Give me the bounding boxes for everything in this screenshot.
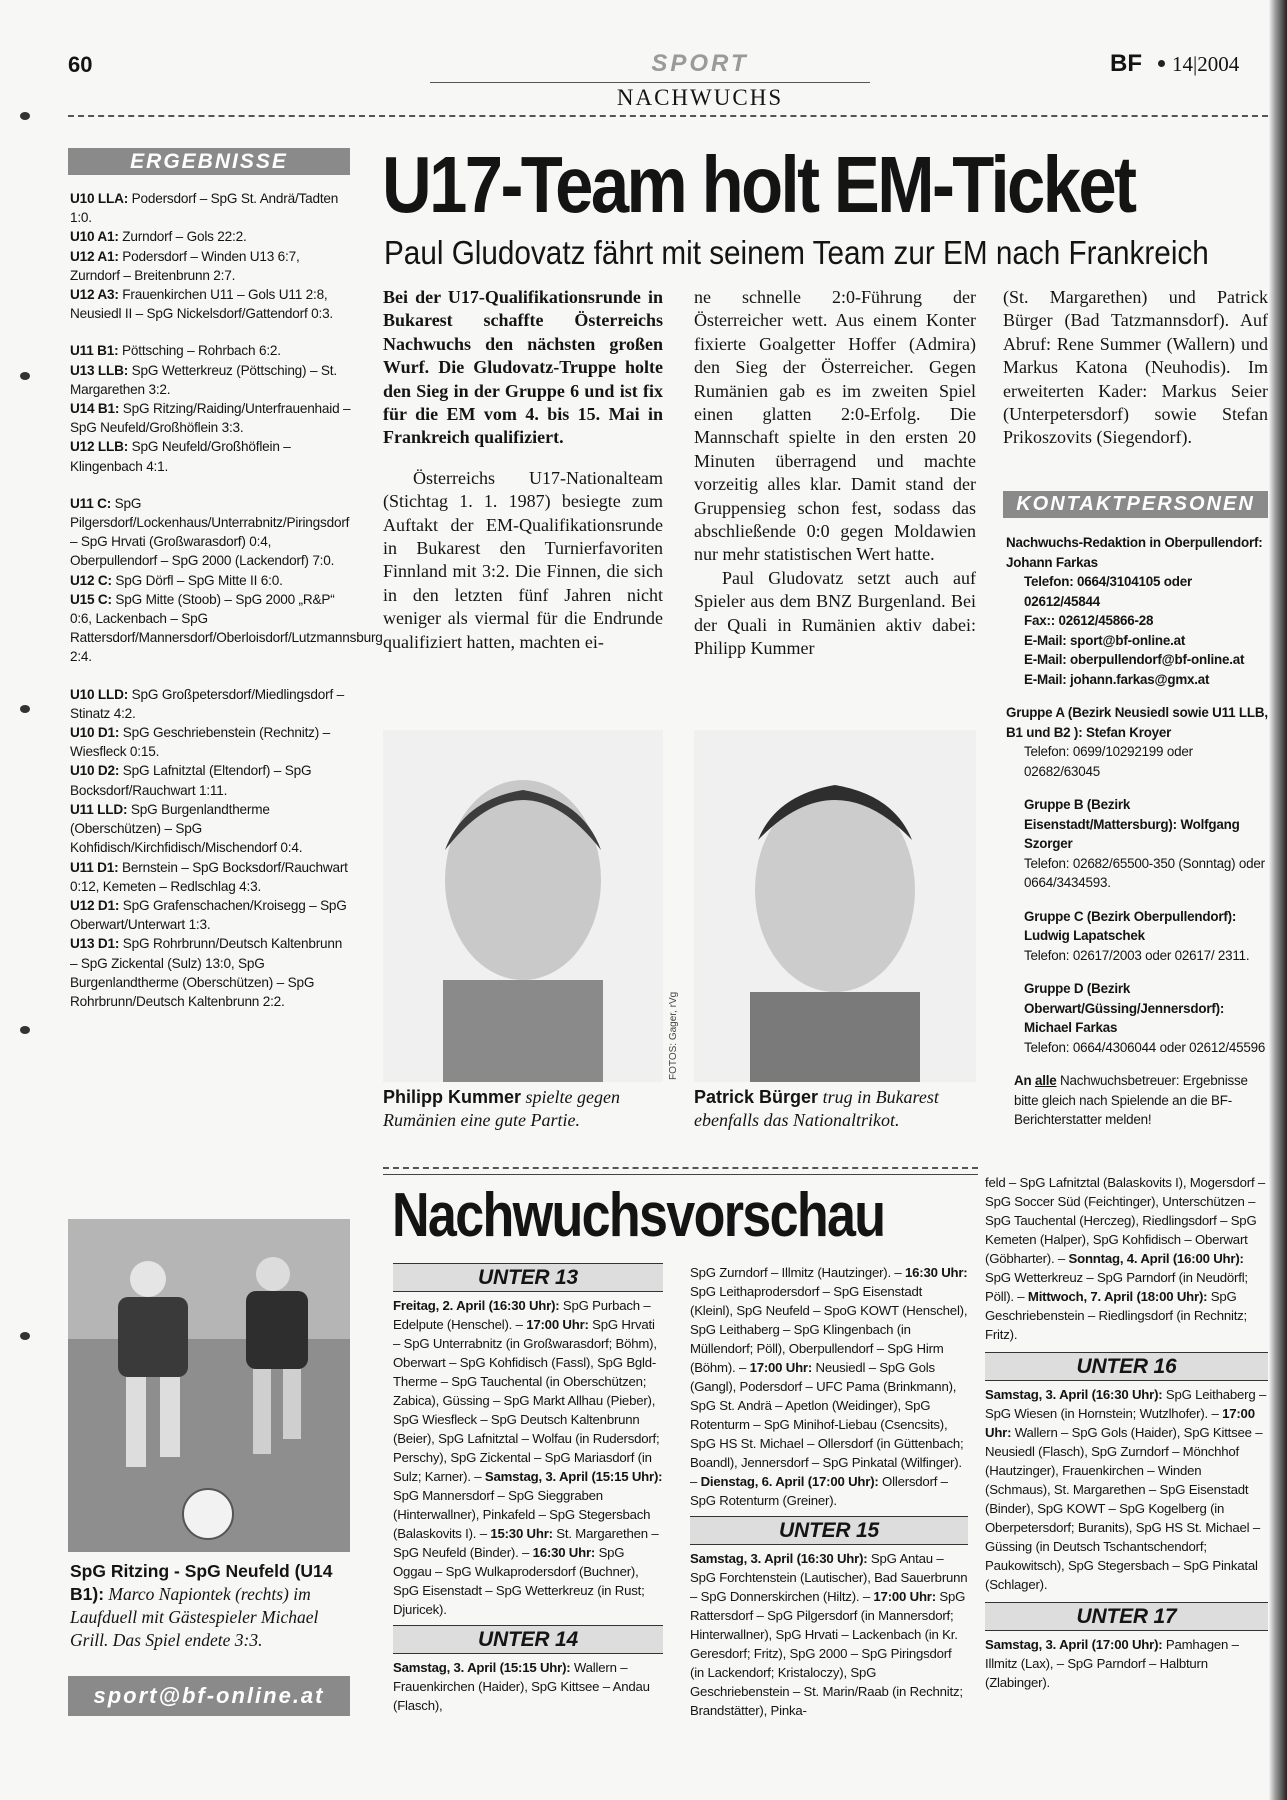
result-entry: [70, 685, 352, 723]
u13-schedule-continued: [690, 1263, 968, 1510]
contact-gruppe-b-phone: Telefon: 02682/65500-350 (Sonntag) oder 0664/3434593.: [1024, 855, 1265, 890]
u15-schedule-continued: [985, 1173, 1268, 1344]
contact-email-3[interactable]: E-Mail: johann.farkas@gmx.at: [1024, 671, 1210, 687]
article-column-2: [694, 286, 976, 661]
header-divider: [68, 115, 1268, 117]
result-score: Pöttsching – Rohrbach 6:2.: [118, 343, 281, 359]
result-score: SpG Dörfl – SpG Mitte II 6:0.: [111, 572, 283, 588]
schedule-matches: SpG Antau – SpG Forchtenstein (Lautischer), Bad Sauerbrunn – SpG Donnerskirchen (Hiltz). –: [690, 1551, 968, 1604]
preview-column-2: [690, 1263, 968, 1720]
contact-redaktion-phone: Telefon: 0664/3104105 oder 02612/45844: [1024, 574, 1192, 609]
result-score: Bernstein – SpG Bocksdorf/Rauchwart 0:12, Kemeten – Redlschlag 4:3.: [70, 859, 348, 894]
schedule-matches: SpG Rattersdorf – SpG Pilgersdorf (in Mannersdorf; Hinterwallner), SpG Hrvati – Lackenbach (in Kr. Geresdorf; Fritz), SpG 2000 – SpG Piringsdorf (in Lackendorf; Kristaloczy), SpG Geschriebenstein – St. Marin/Raab (in Rechnitz; Brandstätter), Pinka-: [690, 1589, 966, 1718]
result-score: SpG Großpetersdorf/Miedlingsdorf – Stinatz 4:2.: [70, 686, 344, 721]
contact-redaktion: Nachwuchs-Redaktion in Oberpullendorf: Johann Farkas: [1006, 535, 1263, 570]
result-entry: [70, 590, 383, 667]
photo-credit: FOTOS: Gager, rVg: [668, 991, 679, 1080]
email-bar[interactable]: sport@bf-online.at: [68, 1676, 350, 1716]
schedule-matches: feld – SpG Lafnitztal (Balaskovits I), Mogersdorf – SpG Soccer Süd (Feichtinger), Unterschützen – SpG Tauchental (Herczeg), Riedlingsdorf – SpG Kemeten (Halper), SpG Kohfidisch – Oberwart (Göbharter). –: [985, 1175, 1266, 1266]
article-lead: Bei der U17-Qualifikationsrunde in Bukarest schaffte Österreichs Nachwuchs den nächsten großen Wurf. Die Gludovatz-Truppe holte den Sieg in der Gruppe 6 und ist fix für die EM vom 4. bis 15. Mai in Frankreich qualifiziert.: [383, 287, 663, 448]
result-score: SpG Mitte (Stoob) – SpG 2000 „R&P“ 0:6, Lackenbach – SpG Rattersdorf/Mannersdorf/Oberloisdorf/Lutzmannsburg 2:4.: [70, 591, 383, 665]
schedule-date: Samstag, 3. April (15:15 Uhr):: [484, 1469, 663, 1484]
schedule-matches: Neusiedl – SpG Gols (Gangl), Podersdorf – UFC Pama (Brinkmann), SpG St. Andrä – Apetlon (Weidinger), SpG Rotenturm – SpG Minihof-Liebau (Csencsits), SpG HS St. Michael – Ollersdorf (in Güttenbach; Boandl), Jennersdorf – SpG Pinkatal (Wilfinger). –: [690, 1360, 964, 1489]
philipp-kummer-photo: [383, 730, 663, 1082]
schedule-date: Sonntag, 4. April (16:00 Uhr):: [1068, 1251, 1244, 1266]
article-body-1: Österreichs U17-Nationalteam (Stichtag 1. 1. 1987) besiegte zum Auftakt der EM-Qualifikationsrunde in Bukarest den Turnierfavoriten Finnland mit 3:2. Die Finnen, die sich in den letzten fünf Jahren nicht weniger als viermal für die Endrunde qualifiziert hatten, machten ei-: [383, 467, 663, 652]
portrait-illustration: [694, 730, 976, 1082]
contact-gruppe-d: Gruppe D (Bezirk Oberwart/Güssing/Jennersdorf): Michael Farkas: [1024, 981, 1225, 1035]
schedule-matches: SpG Oggau – SpG Wulkaprodersdorf (Buchner), SpG Eisenstadt – SpG Wetterkreuz (in Rust; Djuricek).: [393, 1545, 645, 1617]
schedule-matches: SpG Wetterkreuz – SpG Parndorf (in Neudörfl; Pöll). –: [985, 1270, 1248, 1304]
result-score: Frauenkirchen U11 – Gols U11 2:8, Neusiedl II – SpG Nickelsdorf/Gattendorf 0:3.: [70, 287, 334, 322]
result-score: SpG Lafnitztal (Eltendorf) – SpG Bocksdorf/Rauchwart 1:11.: [70, 763, 312, 798]
schedule-date: Samstag, 3. April (16:30 Uhr):: [985, 1387, 1163, 1402]
result-league: U14 B1:: [70, 401, 120, 417]
preview-divider: [383, 1167, 978, 1169]
contact-email-2[interactable]: E-Mail: oberpullendorf@bf-online.at: [1024, 652, 1245, 667]
u16-heading: UNTER 16: [985, 1352, 1268, 1381]
result-score: SpG Wetterkreuz (Pöttsching) – St. Margarethen 3:2.: [70, 362, 337, 397]
photo-caption-1-name: Philipp Kummer: [383, 1087, 522, 1107]
result-league: U11 C:: [70, 495, 112, 511]
schedule-matches: SpG Hrvati – SpG Unterrabnitz (in Großwarasdorf; Böhm), Oberwart – SpG Kohfidisch (Fassl), SpG Bgld-Therme – SpG Tauchental (in Oberschützen; Zabica), Güssing – SpG Markt Allhau (Pieber), SpG Wiesfleck – SpG Deutsch Kaltenbrunn (Beier), SpG Lafnitztal – Wolfau (in Rudersdorf; Perschy), SpG Zickental – SpG Mariasdorf (in Sulz; Karner). –: [393, 1317, 660, 1484]
result-entry: [70, 896, 352, 934]
left-photo-caption-text: Marco Napiontek (rechts) im Laufduell mit Gästespieler Michael Grill. Das Spiel endete 3:3.: [70, 1584, 319, 1650]
u13-heading: UNTER 13: [393, 1263, 663, 1292]
portrait-illustration: [383, 730, 663, 1082]
article-body-2: ne schnelle 2:0-Führung der Österreicher wett. Aus einem Konter fixierte Goalgetter Hoffer (Admira) den Sieg der Österreicher. Gegen Rumänien gab es im zweiten Spiel einen glatten 2:0-Erfolg. Die Mannschaft spielte in den ersten 20 Minuten überragend und machte vorzeitig alles klar. Damit stand der Gruppensieg schon fest, sodass das abschließende 0:0 gegen Moldawien nur mehr statistischen Wert hatte.: [694, 287, 976, 565]
u14-heading: UNTER 14: [393, 1625, 663, 1654]
result-entry: [70, 437, 352, 475]
schedule-date: Dienstag, 6. April (17:00 Uhr):: [700, 1474, 879, 1489]
result-score: Zurndorf – Gols 22:2.: [118, 229, 247, 245]
result-league: U11 D1:: [70, 859, 119, 875]
result-score: SpG Ritzing/Raiding/Unterfrauenhaid – SpG Neufeld/Großhöflein 3:3.: [70, 401, 351, 436]
result-league: U10 LLD:: [70, 686, 129, 702]
result-entry: [70, 723, 352, 761]
margin-mark: [20, 705, 30, 713]
article-body-4: (St. Margarethen) und Patrick Bürger (Bad Tatzmannsdorf). Auf Abruf: Rene Summer (Wallern) und Markus Katona (Neuhodis). Im erweiterten Kader: Markus Seier (Unterpetersdorf) sowie Stefan Prikoszovits (Siegendorf).: [1003, 287, 1268, 448]
margin-mark: [20, 372, 30, 380]
article-column-3: [1003, 286, 1268, 450]
result-entry: [70, 361, 352, 399]
schedule-date: Samstag, 3. April (15:15 Uhr):: [393, 1660, 571, 1675]
magazine-logo: BF: [1110, 50, 1142, 77]
schedule-matches: Ollersdorf – SpG Rotenturm (Greiner).: [690, 1474, 948, 1508]
schedule-date: Mittwoch, 7. April (18:00 Uhr):: [1027, 1289, 1208, 1304]
result-league: U10 D2:: [70, 763, 120, 779]
article-column-1: [383, 286, 663, 654]
margin-mark: [20, 1026, 30, 1034]
result-league: U12 LLB:: [70, 439, 129, 455]
schedule-matches: Wallern – Frauenkirchen (Haider), SpG Kittsee – Andau (Flasch),: [393, 1660, 650, 1713]
result-league: U10 A1:: [70, 229, 119, 245]
result-entry: [70, 341, 352, 360]
result-league: U12 C:: [70, 572, 112, 588]
bullet-separator: [1158, 60, 1165, 67]
schedule-matches: SpG Purbach – Edelpute (Henschel). –: [393, 1298, 651, 1332]
contact-redaktion-fax: Fax:: 02612/45866-28: [1024, 613, 1154, 628]
youth-match-photo: [68, 1219, 350, 1552]
article-body-3: Paul Gludovatz setzt auch auf Spieler aus dem BNZ Burgenland. Bei der Quali in Rumänien aktiv dabei: Philipp Kummer: [694, 567, 976, 659]
schedule-date: 16:30 Uhr:: [905, 1265, 968, 1280]
contact-gruppe-a-phone: Telefon: 0699/10292199 oder 02682/63045: [1024, 744, 1193, 779]
result-entry: [70, 399, 352, 437]
schedule-matches: SpG Leithaberg – SpG Wiesen (in Hornstein; Wutzlhofer). –: [985, 1387, 1267, 1421]
left-photo-caption: [70, 1560, 352, 1652]
photo-caption-2-name: Patrick Bürger: [694, 1087, 819, 1107]
result-score: SpG Neufeld/Großhöflein – Klingenbach 4:1.: [70, 439, 291, 474]
contact-note: An alle Nachwuchsbetreuer: Ergebnisse bitte gleich nach Spielende an die BF-Berichterstatter melden!: [1014, 1073, 1248, 1127]
results-list: [70, 189, 383, 1011]
schedule-date: Freitag, 2. April (16:30 Uhr):: [393, 1298, 560, 1313]
photo-caption-1-text: spielte gegen Rumänien eine gute Partie.: [383, 1087, 620, 1130]
schedule-date: 17:00 Uhr:: [526, 1317, 589, 1332]
section-label: SPORT: [651, 50, 749, 77]
header-rule: [430, 82, 870, 83]
result-score: SpG Grafenschachen/Kroisegg – SpG Oberwart/Unterwart 1:3.: [70, 897, 347, 933]
result-score: SpG Rohrbrunn/Deutsch Kaltenbrunn – SpG Zickental (Sulz) 13:0, SpG Burgenlandtherme (Oberschützen) – SpG Rohrbrunn/Deutsch Kaltenbrunn 2:2.: [70, 936, 343, 1009]
schedule-matches: SpG Geschriebenstein – Riedlingsdorf (in Rechnitz; Fritz).: [985, 1289, 1248, 1342]
preview-heading: Nachwuchsvorschau: [392, 1181, 885, 1250]
result-score: SpG Burgenlandtherme (Oberschützen) – SpG Kohfidisch/Kirchfidisch/Mischendorf 0:4.: [70, 801, 303, 856]
schedule-date: 17:00 Uhr:: [873, 1589, 936, 1604]
left-photo-caption-title: SpG Ritzing - SpG Neufeld (U14 B1):: [70, 1561, 333, 1604]
u15-schedule: [690, 1549, 968, 1720]
result-league: U10 LLA:: [70, 191, 129, 206]
result-score: SpG Geschriebenstein (Rechnitz) – Wiesfleck 0:15.: [70, 725, 331, 760]
result-league: U13 D1:: [70, 936, 120, 952]
schedule-date: Samstag, 3. April (16:30 Uhr):: [690, 1551, 868, 1566]
result-score: SpG Pilgersdorf/Lockenhaus/Unterrabnitz/Piringsdorf – SpG Hrvati (Großwarasdorf) 0:4, Oberpullendorf – SpG 2000 (Lackendorf) 7:0.: [70, 495, 350, 569]
u16-schedule: [985, 1385, 1268, 1594]
result-entry: [70, 571, 352, 590]
result-league: U12 D1:: [70, 897, 120, 913]
schedule-date: 17:00 Uhr:: [749, 1360, 813, 1375]
schedule-matches: SpG Mannersdorf – SpG Sieggraben (Hinterwallner), Pinkafeld – SpG Stegersbach (Balaskovits I). –: [393, 1488, 651, 1541]
results-heading: ERGEBNISSE: [68, 148, 350, 175]
schedule-matches: Wallern – SpG Gols (Haider), SpG Kittsee – Neusiedl (Flasch), SpG Zurndorf – Mönchhof (Hautzinger), Frauenkirchen – Winden (Schmaus), St. Margarethen – SpG Eisenstadt (Binder), SpG KOWT – SpG Kogelberg (in Oberpetersdorf; Buranits), SpG HS St. Michael – Güssing (in Deutsch Tschantschendorf; Paukowitsch), SpG Stegersbach – SpG Pinkatal (Schlager).: [985, 1425, 1263, 1592]
result-entry: [70, 227, 352, 246]
u13-schedule: [393, 1296, 663, 1619]
margin-mark: [20, 1332, 30, 1340]
patrick-buerger-photo: [694, 730, 976, 1082]
schedule-matches: SpG Leithaprodersdorf – SpG Eisenstadt (Kleinl), SpG Neufeld – SpoG KOWT (Henschel), SpG Leithaberg – SpG Klingenbach (in Müllendorf; Pöll), Oberpullendorf – SpG Hirm (Böhm). –: [690, 1284, 968, 1375]
result-entry: [70, 800, 352, 858]
result-league: U11 LLD:: [70, 801, 128, 817]
result-league: U12 A1:: [70, 248, 119, 264]
margin-mark: [20, 112, 30, 120]
result-entry: [70, 494, 352, 571]
preview-column-1: [393, 1263, 663, 1715]
photo-caption-2: [694, 1086, 976, 1132]
schedule-matches: St. Margarethen – SpG Neufeld (Binder). –: [393, 1526, 659, 1560]
result-entry: [70, 247, 352, 285]
preview-column-3: [985, 1173, 1268, 1692]
contacts-heading: KONTAKTPERSONEN: [1003, 491, 1268, 518]
schedule-date: 16:30 Uhr:: [532, 1545, 596, 1560]
result-entry: [70, 858, 352, 896]
contact-gruppe-c-phone: Telefon: 02617/2003 oder 02617/ 2311.: [1024, 947, 1250, 963]
article-headline: U17-Team holt EM-Ticket: [382, 140, 1135, 229]
u15-heading: UNTER 15: [690, 1516, 968, 1545]
schedule-date: 15:30 Uhr:: [490, 1526, 553, 1541]
u17-schedule: [985, 1635, 1268, 1692]
result-entry: [70, 761, 352, 799]
schedule-matches: Pamhagen – Illmitz (Lax), – SpG Parndorf – Halbturn (Zlabinger).: [985, 1637, 1239, 1690]
result-league: U11 B1:: [70, 343, 119, 359]
contact-gruppe-c: Gruppe C (Bezirk Oberpullendorf): Ludwig Lapatschek: [1024, 908, 1237, 943]
schedule-matches: SpG Zurndorf – Illmitz (Hautzinger). –: [690, 1265, 905, 1280]
result-league: U12 A3:: [70, 287, 119, 303]
result-score: Podersdorf – Winden U13 6:7, Zurndorf – Breitenbrunn 2:7.: [70, 248, 300, 283]
contact-gruppe-b: Gruppe B (Bezirk Eisenstadt/Mattersburg): Wolfgang Szorger: [1024, 797, 1240, 851]
u17-heading: UNTER 17: [985, 1602, 1268, 1631]
subsection-label: NACHWUCHS: [616, 85, 784, 110]
youth-match-illustration: [68, 1219, 350, 1552]
contacts-box: [1006, 533, 1268, 1130]
contact-gruppe-d-phone: Telefon: 0664/4306044 oder 02612/45596: [1024, 1039, 1266, 1055]
result-league: U15 C:: [70, 591, 112, 607]
photo-caption-1: [383, 1086, 663, 1132]
result-entry: [70, 285, 352, 323]
schedule-date: Samstag, 3. April (17:00 Uhr):: [985, 1637, 1163, 1652]
result-league: U10 D1:: [70, 725, 120, 741]
issue-label: 14|2004: [1172, 52, 1240, 76]
contact-email-1[interactable]: E-Mail: sport@bf-online.at: [1024, 632, 1186, 648]
page-spine: [1268, 0, 1287, 1800]
photo-caption-2-text: trug in Bukarest ebenfalls das Nationaltrikot.: [694, 1087, 939, 1130]
schedule-date: 17:00 Uhr:: [985, 1406, 1255, 1440]
page-number: 60: [68, 52, 93, 77]
result-score: Podersdorf – SpG St. Andrä/Tadten 1:0.: [70, 191, 339, 226]
result-entry: [70, 189, 352, 227]
preview-divider-top: [383, 1174, 978, 1175]
u14-schedule: [393, 1658, 663, 1715]
result-league: U13 LLB:: [70, 362, 129, 378]
result-entry: [70, 934, 352, 1011]
article-subheadline: Paul Gludovatz fährt mit seinem Team zur EM nach Frankreich: [384, 234, 1209, 271]
contact-gruppe-a: Gruppe A (Bezirk Neusiedl sowie U11 LLB, B1 und B2 ): Stefan Kroyer: [1006, 705, 1268, 740]
